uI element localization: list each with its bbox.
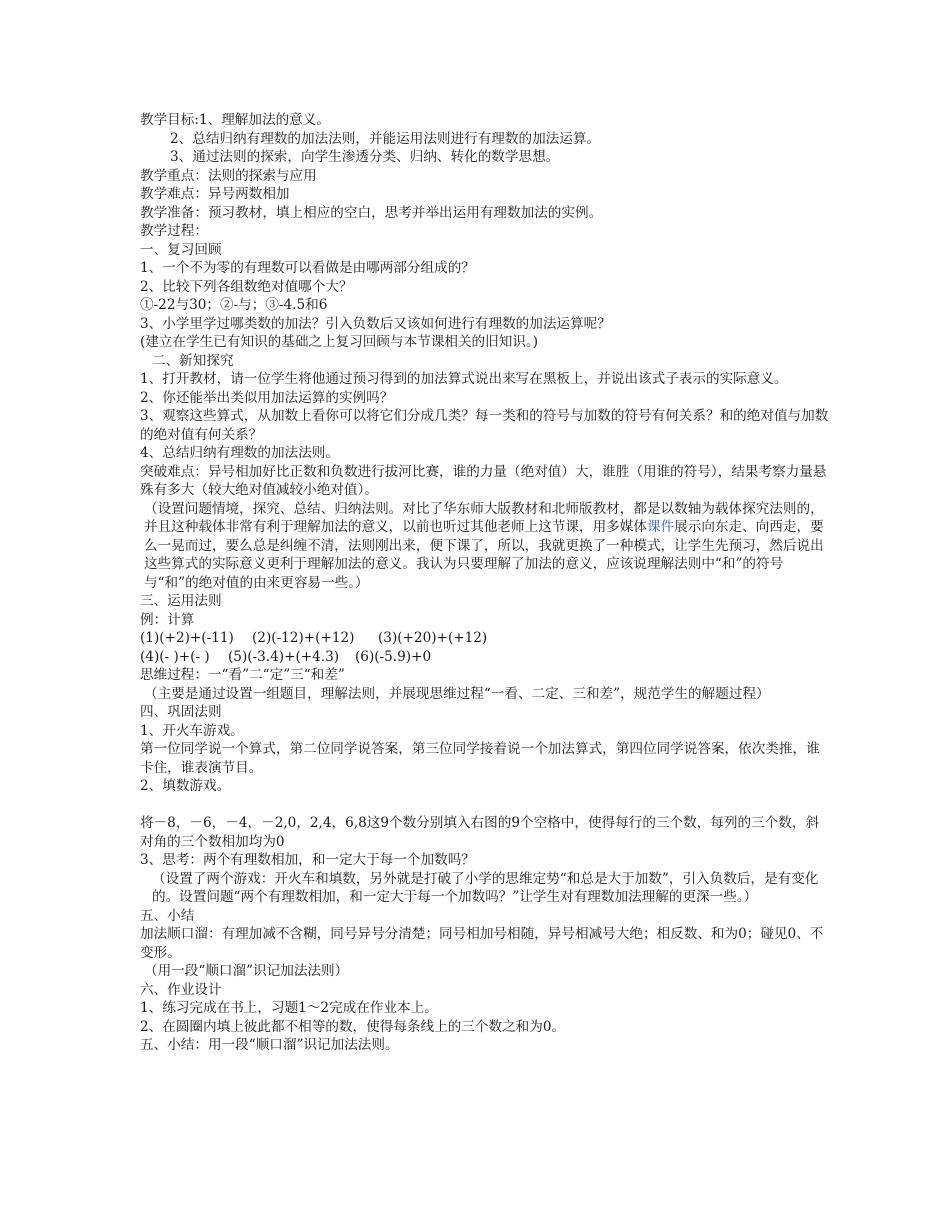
section-1-question-2: 2、比较下列各组数绝对值哪个大？ [140, 278, 353, 295]
section-2-paragraph-4: 4、总结归纳有理数的加法法则。 [140, 445, 339, 461]
section-2-note [140, 500, 830, 593]
lesson-plan-document [140, 111, 830, 1055]
section-1-title: 一、复习回顾 [140, 241, 222, 258]
section-2-paragraph-2: 2、你还能举出类似用加法运算的实例吗？ [140, 389, 394, 406]
example-4: (4)(- )+(- ) [140, 648, 210, 665]
section-2-title: 二、新知探究 [152, 352, 234, 369]
section-5-rhyme: 加法顺口溜：有理加减不含糊，同号异号分清楚；同号相加号相随，异号相减号大绝；相反数、和为0；碰见0、不变形。 [140, 926, 824, 961]
section-4-game-2: 2、填数游戏。 [140, 778, 231, 794]
goal-3: 3、通过法则的探索，向学生渗透分类、归纳、转化的数学思想。 [170, 149, 560, 165]
section-3-example-label: 例：计算 [140, 611, 195, 628]
section-4-question-3: 3、思考：两个有理数相加，和一定大于每一个加数吗？ [140, 852, 475, 868]
section-4-note: （设置了两个游戏：开火车和填数，另外就是打破了小学的思维定势“和总是大于加数”，引入负数后，是有变化的。设置问题“两个有理数相加，和一定大于每一个加数吗？”让学生对有理数加法理解的更深一些。） [152, 870, 819, 905]
key-point: 教学重点：法则的探索与应用 [140, 167, 317, 184]
section-2-paragraph-1: 1、打开教材，请一位学生将他通过预习得到的加法算式说出来写在黑板上，并说出该式子表示的实际意义。 [140, 371, 788, 387]
courseware-link[interactable]: 课件 [646, 519, 675, 535]
section-6-homework-2: 2、在圆圈内填上彼此都不相等的数，使得每条线上的三个数之和为0。 [140, 1018, 566, 1035]
process-heading: 教学过程： [140, 223, 208, 239]
goal-2: 2、总结归纳有理数的加法法则，并能运用法则进行有理数的加法运算。 [170, 130, 601, 147]
example-1: (1)(+2)+(-11) [140, 630, 234, 646]
section-5-title: 五、小结 [140, 907, 195, 924]
section-2-paragraph-3: 3、观察这些算式，从加数上看你可以将它们分成几类？每一类和的符号与加数的符号有何关系？和的绝对值与加数的绝对值有何关系？ [140, 408, 829, 443]
section-2-breakthrough: 突破难点：异号相加好比正数和负数进行拔河比赛，谁的力量（绝对值）大，谁胜（用谁的符号），结果考察力量悬殊有多大（较大绝对值减较小绝对值）。 [140, 463, 827, 498]
section-6-title: 六、作业设计 [140, 981, 222, 998]
section-3-examples-row-1 [140, 629, 830, 648]
section-1-question-3: 3、小学里学过哪类数的加法？引入负数后又该如何进行有理数的加法运算呢？ [140, 315, 611, 332]
section-1-question-2-items: ①-22与30；②-与；③-4.5和6 [140, 297, 328, 313]
example-3: (3)(+20)+(+12) [378, 630, 488, 646]
section-3-note: （主要是通过设置一组题目，理解法则，并展现思维过程“一看、二定、三和差”，规范学生的解题过程） [144, 685, 770, 702]
section-1-note: (建立在学生已有知识的基础之上复习回顾与本节课相关的旧知识。) [140, 334, 539, 350]
example-5: (5)(-3.4)+(+4.3) [228, 648, 340, 665]
blank-line [140, 796, 830, 815]
example-2: (2)(-12)+(+12) [252, 630, 355, 646]
section-4-title: 四、巩固法则 [140, 704, 222, 720]
section-4-game-2-description: 将－8，－6，－4，－2,0，2,4，6,8这9个数分别填入右图的9个空格中，使得每行的三个数，每列的三个数，斜对角的三个数相加均为0 [140, 815, 820, 850]
section-5-note: （用一段“顺口溜”识记加法法则） [144, 963, 349, 979]
section-2-note-part-b: 展示向东走、向西走，要么一晃而过，要么总是纠缠不清，法则刚出来，便下课了，所以，我就更换了一种模式，让学生先预习，然后说出这些算式的实际意义更利于理解加法的意义。我认为只要理解了加法的意义，应该说理解法则中“和”的符号与“和”的绝对值的由来更容易一些。） [144, 519, 824, 591]
example-6: (6)(-5.9)+0 [355, 648, 432, 665]
difficulty: 教学难点：异号两数相加 [140, 186, 290, 202]
goal-1: 教学目标:1、理解加法的意义。 [140, 112, 330, 128]
section-4-game-1: 1、开火车游戏。 [140, 722, 244, 739]
section-3-thinking: 思维过程：一“看”二“定”三“和差” [140, 667, 345, 683]
section-3-title: 三、运用法则 [140, 593, 222, 609]
preparation: 教学准备：预习教材，填上相应的空白，思考并举出运用有理数加法的实例。 [140, 204, 603, 221]
section-6-homework-1: 1、练习完成在书上，习题1～2完成在作业本上。 [140, 1000, 438, 1016]
section-4-game-1-description: 第一位同学说一个算式，第二位同学说答案，第三位同学接着说一个加法算式，第四位同学说答案，依次类推，谁卡住，谁表演节目。 [140, 741, 820, 776]
section-2-note-part-a: （设置问题情境，探究、总结、归纳法则。对比了华东师大版教材和北师版教材，都是以数轴为载体探究法则的，并且这种载体非常有利于理解加法的意义，以前也听过其他老师上这节课，用多媒体 [144, 500, 824, 535]
final-summary: 五、小结：用一段“顺口溜”识记加法法则。 [140, 1037, 399, 1053]
section-1-question-1: 1、一个不为零的有理数可以看做是由哪两部分组成的？ [140, 260, 475, 276]
section-3-examples-row-2 [140, 648, 830, 667]
